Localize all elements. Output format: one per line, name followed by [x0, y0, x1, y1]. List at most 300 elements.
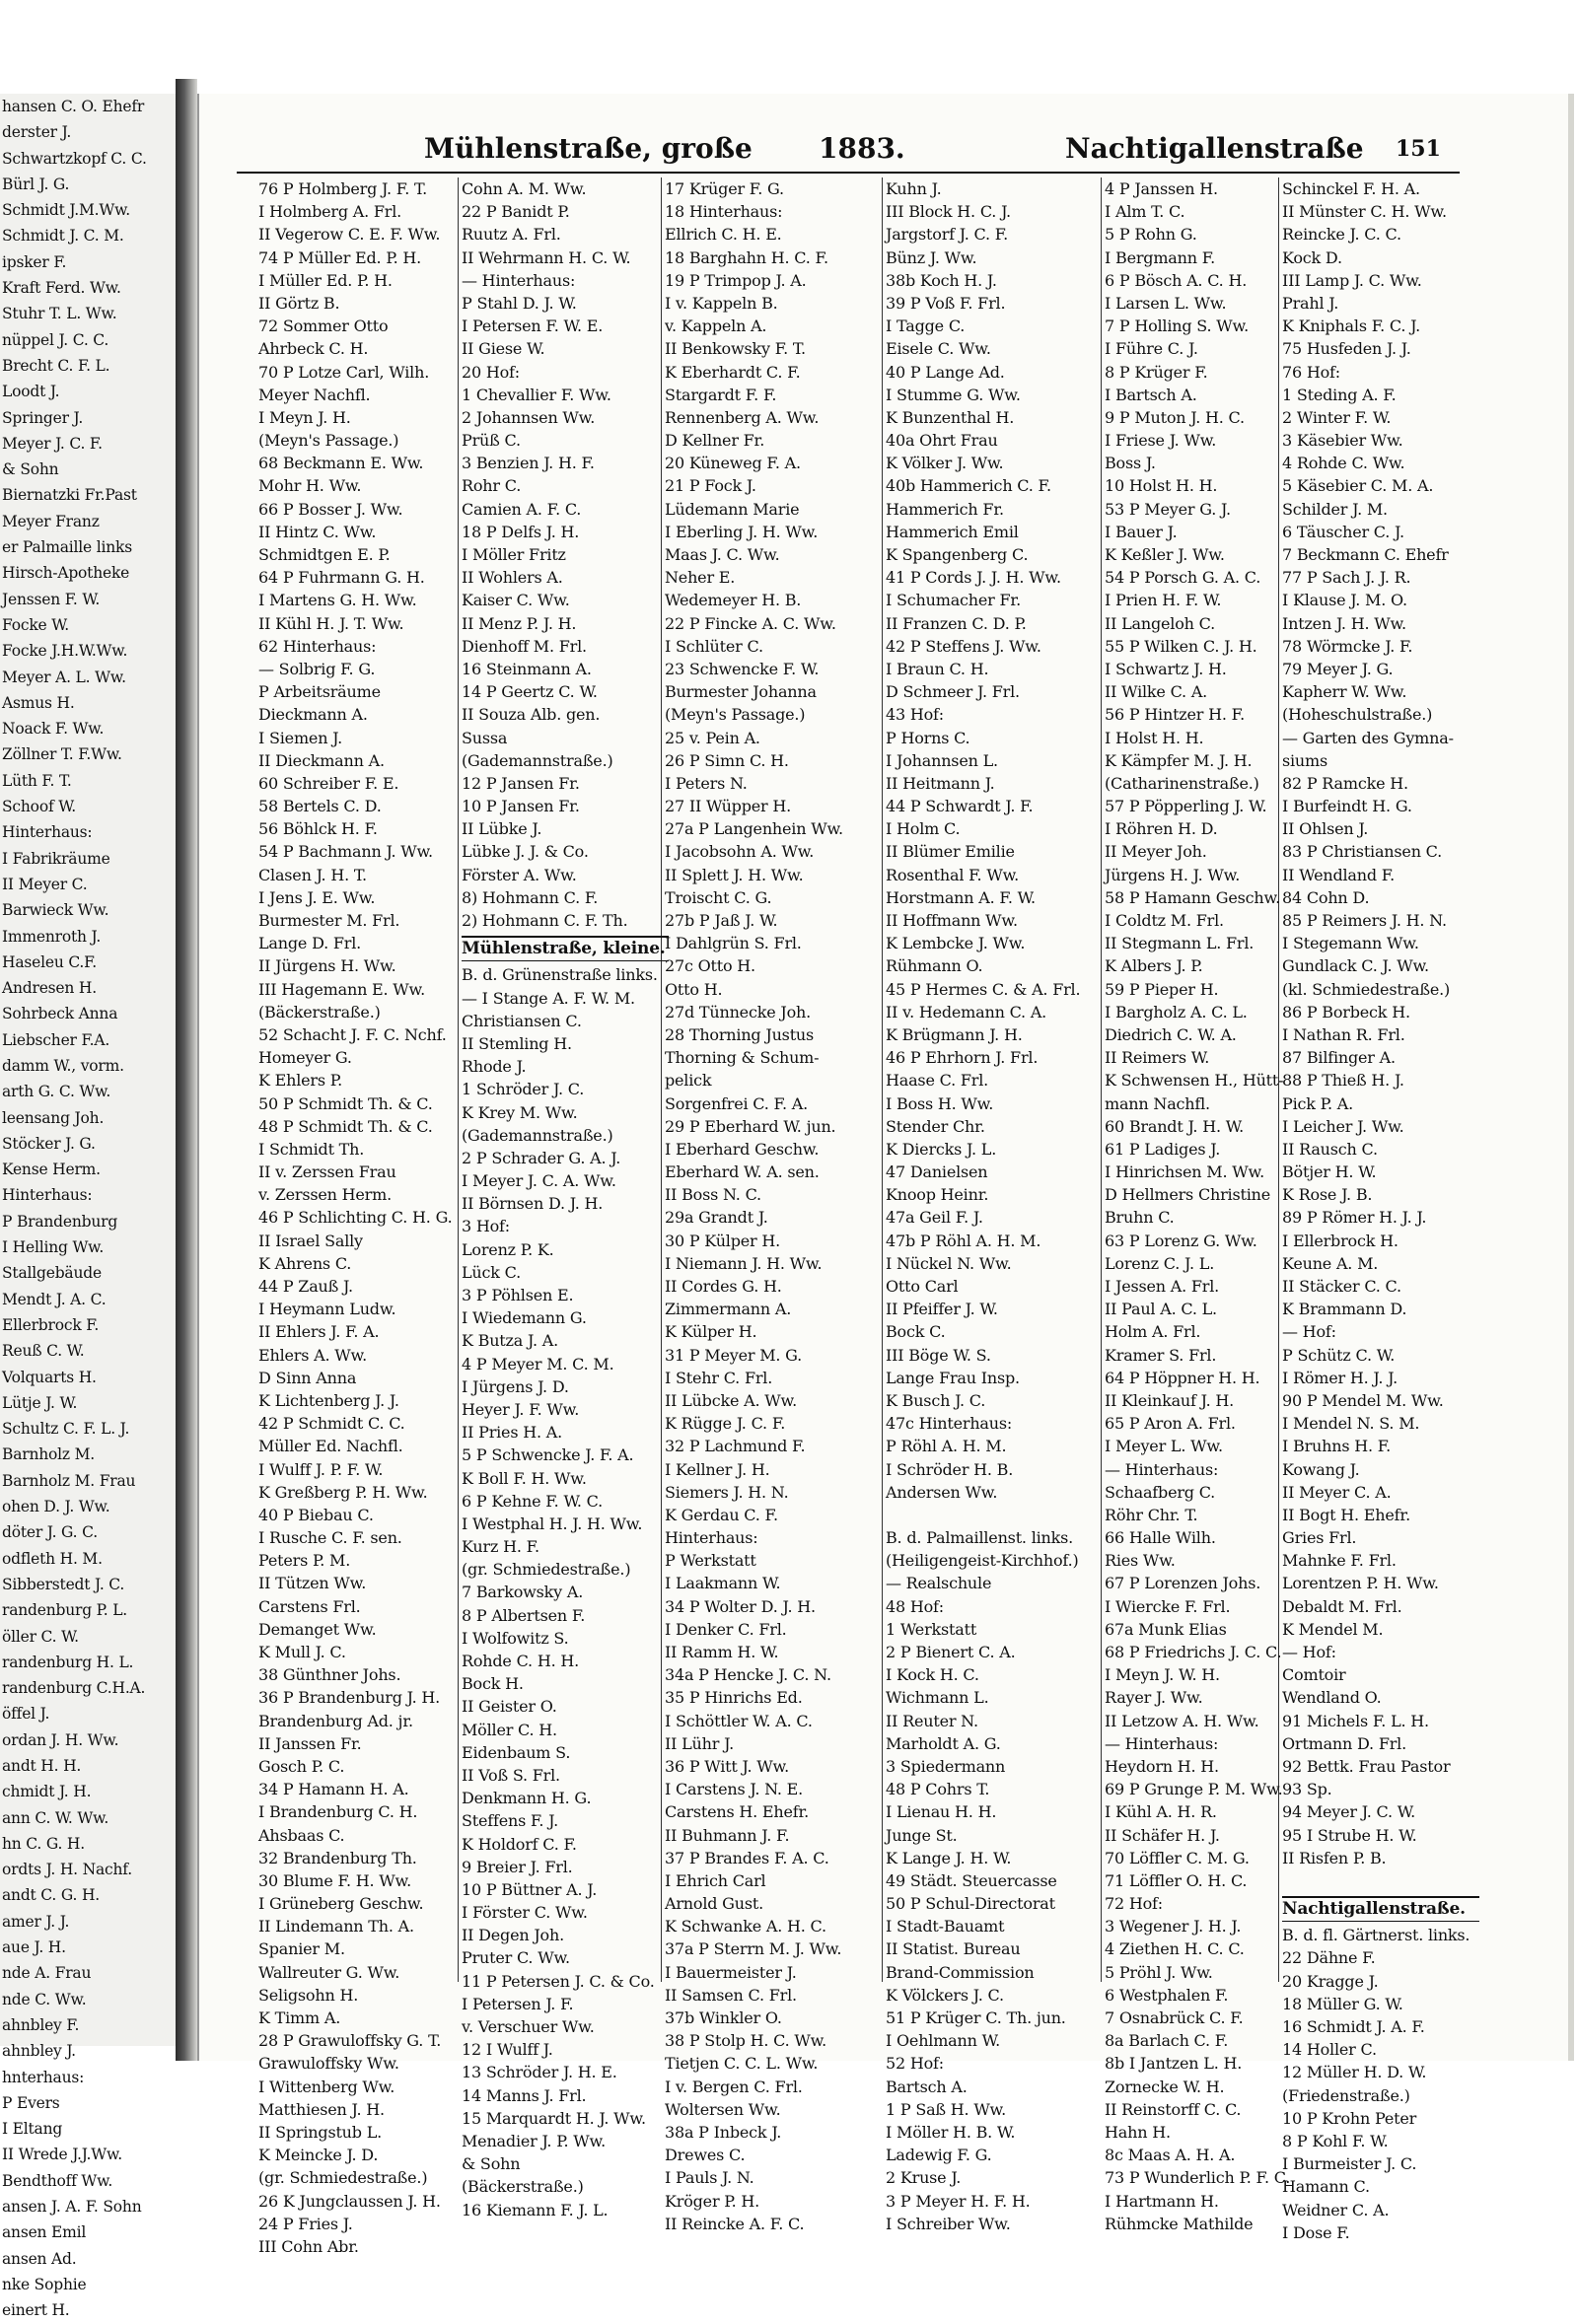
directory-entry: 7 Beckmann C. Ehefr	[1282, 545, 1449, 564]
left-page-line: Bürl J. G.	[2, 175, 70, 193]
directory-entry: I Jessen A. Frl.	[1105, 1277, 1220, 1296]
left-page-line: Brecht C. F. L.	[2, 356, 110, 375]
directory-entry: Kapherr W. Ww.	[1282, 682, 1407, 702]
directory-entry: — I Stange A. F. W. M.	[462, 988, 635, 1008]
directory-entry: 5 P Schwencke J. F. A.	[462, 1445, 634, 1465]
directory-entry: II Voß S. Frl.	[462, 1765, 560, 1785]
left-page-line: Schmidt J. C. M.	[2, 227, 124, 246]
directory-entry: 4 P Janssen H.	[1105, 179, 1218, 198]
directory-entry: I Laakmann W.	[665, 1574, 781, 1593]
directory-entry: 2 Johannsen Ww.	[462, 407, 596, 427]
directory-entry: 9 Breier J. Frl.	[462, 1857, 573, 1876]
directory-entry: Zimmermann A.	[665, 1300, 792, 1319]
directory-entry: Ladewig F. G.	[886, 2146, 992, 2165]
directory-entry: K Keßler J. Ww.	[1105, 545, 1225, 564]
directory-entry: v. Kappeln A.	[665, 317, 767, 336]
directory-entry: I Martens G. H. Ww.	[258, 591, 417, 610]
left-page-line: Mendt J. A. C.	[2, 1290, 107, 1308]
left-page-line: nüppel J. C. C.	[2, 330, 109, 349]
directory-entry: II Tützen Ww.	[258, 1574, 367, 1593]
directory-entry: 93 Sp.	[1282, 1780, 1332, 1799]
directory-entry: 83 P Christiansen C.	[1282, 842, 1443, 862]
directory-entry: II Geister O.	[462, 1697, 557, 1717]
directory-entry: 42 P Schmidt C. C.	[258, 1414, 405, 1434]
directory-entry: K Bunzenthal H.	[886, 407, 1015, 427]
directory-entry: Heyer J. F. Ww.	[462, 1399, 580, 1419]
directory-entry: 3 P Pöhlsen E.	[462, 1286, 574, 1304]
directory-entry: II v. Hedemann C. A.	[886, 1002, 1047, 1021]
directory-entry: Kock D.	[1282, 247, 1342, 267]
directory-entry: I Wiedemann G.	[462, 1308, 587, 1328]
directory-entry: Rhode J.	[462, 1057, 527, 1077]
left-page-line: damm W., vorm.	[2, 1056, 124, 1075]
left-page-line: nde C. Ww.	[2, 1990, 87, 2008]
left-page-line: Stöcker J. G.	[2, 1134, 96, 1153]
left-page-line: Stuhr T. L. Ww.	[2, 305, 117, 323]
directory-entry: II Görtz B.	[258, 293, 340, 313]
directory-entry: 52 Schacht J. F. C. Nchf.	[258, 1024, 447, 1044]
directory-entry: 78 Wörmcke J. F.	[1282, 636, 1413, 656]
directory-entry: 57 P Pöpperling J. W.	[1105, 797, 1267, 816]
directory-entry: K Schwanke A. H. C.	[665, 1917, 826, 1937]
directory-entry: 19 P Trimpop J. A.	[665, 270, 807, 290]
left-page-line: Kense Herm.	[2, 1161, 101, 1179]
directory-column-1	[258, 177, 456, 2258]
directory-entry: Rosenthal F. Ww.	[886, 865, 1020, 884]
left-page-line: ann C. W. Ww.	[2, 1808, 109, 1827]
directory-entry: I v. Bergen C. Frl.	[665, 2077, 803, 2096]
left-page-line: arth G. C. Ww.	[2, 1083, 111, 1101]
directory-entry: Grawuloffsky Ww.	[258, 2054, 399, 2074]
directory-entry: 64 P Fuhrmann G. H.	[258, 568, 425, 588]
directory-entry: 88 P Thieß H. J.	[1282, 1071, 1404, 1091]
column-divider	[458, 177, 459, 1982]
directory-entry: I Alm T. C.	[1105, 202, 1185, 222]
directory-entry: P Horns C.	[886, 728, 970, 747]
directory-entry: 14 Manns J. Frl.	[462, 2085, 587, 2105]
directory-entry: 11 P Petersen J. C. & Co.	[462, 1971, 655, 1991]
left-page-fragment	[0, 94, 179, 2320]
directory-entry: 3 Spiedermann	[886, 1756, 1006, 1776]
directory-entry: Schinckel F. H. A.	[1282, 179, 1420, 198]
left-page-line: nde A. Frau	[2, 1964, 92, 1983]
directory-entry: I Leicher J. Ww.	[1282, 1116, 1404, 1136]
directory-entry: 25 v. Pein A.	[665, 728, 760, 747]
directory-entry: 5 Pröhl J. Ww.	[1105, 1962, 1213, 1982]
left-page-line: Hinterhaus:	[2, 1186, 93, 1205]
directory-entry: Thorning & Schum-	[665, 1048, 820, 1068]
directory-entry: 64 P Höppner H. H.	[1105, 1368, 1260, 1387]
directory-entry: D Sinn Anna	[258, 1368, 357, 1387]
directory-entry: K Eberhardt C. F.	[665, 362, 801, 382]
left-page-line: amer J. J.	[2, 1912, 70, 1931]
directory-entry: 22 Dähne F.	[1282, 1948, 1376, 1968]
directory-entry: I Nückel N. Ww.	[886, 1253, 1012, 1273]
directory-entry: v. Zerssen Herm.	[258, 1185, 392, 1205]
directory-entry: 29 P Eberhard W. jun.	[665, 1116, 836, 1136]
directory-entry: K Mendel M.	[1282, 1619, 1384, 1639]
directory-entry: II Meyer C. A.	[1282, 1482, 1392, 1502]
directory-entry: 13 Schröder J. H. E.	[462, 2063, 617, 2082]
left-page-line: Barnholz M. Frau	[2, 1471, 136, 1490]
directory-entry: 48 P Schmidt Th. & C.	[258, 1116, 433, 1136]
page-header	[237, 128, 1460, 174]
directory-entry: 1 Werkstatt	[886, 1619, 977, 1639]
directory-entry: Lück C.	[462, 1262, 522, 1282]
directory-entry: Andersen Ww.	[886, 1482, 998, 1502]
directory-entry: II Dieckmann A.	[258, 750, 385, 770]
directory-entry: II Kleinkauf J. H.	[1105, 1390, 1235, 1410]
directory-entry: 51 P Krüger C. Th. jun.	[886, 2008, 1066, 2027]
left-page-line: Meyer J. C. F.	[2, 434, 103, 453]
directory-entry: 26 K Jungclaussen J. H.	[258, 2191, 441, 2211]
directory-entry: 76 Hof:	[1282, 362, 1340, 382]
directory-entry: 38 Günthner Johs.	[258, 1665, 401, 1685]
directory-entry: 63 P Lorenz G. Ww.	[1105, 1231, 1257, 1250]
directory-entry: 3 Wegener J. H. J.	[1105, 1917, 1242, 1937]
directory-entry: v. Verschuer Ww.	[462, 2017, 595, 2036]
directory-entry: B. d. Palmaillenst. links.	[886, 1528, 1074, 1548]
directory-entry: II Janssen Fr.	[258, 1733, 362, 1753]
directory-entry: I Lienau H. H.	[886, 1802, 997, 1822]
left-page-line: öffel J.	[2, 1705, 50, 1724]
directory-entry: Heydorn H. H.	[1105, 1756, 1219, 1776]
directory-column-5	[1105, 177, 1291, 2235]
directory-entry: K Holdorf C. F.	[462, 1834, 577, 1854]
directory-entry: 60 Schreiber F. E.	[258, 773, 399, 793]
directory-entry: Brand-Commission	[886, 1962, 1035, 1982]
directory-entry: P Schütz C. W.	[1282, 1345, 1396, 1365]
directory-entry: 18 Hinterhaus:	[665, 202, 783, 222]
directory-entry: I Klause J. M. O.	[1282, 591, 1407, 610]
directory-entry: I Meyer J. C. A. Ww.	[462, 1171, 616, 1191]
directory-entry: (kl. Schmiedestraße.)	[1282, 979, 1451, 999]
directory-entry: Menadier J. P. Ww.	[462, 2131, 607, 2150]
directory-entry: 89 P Römer H. J. J.	[1282, 1208, 1427, 1228]
directory-column-4	[886, 177, 1099, 2235]
left-page-line: Jenssen F. W.	[2, 590, 101, 608]
directory-entry: I Rusche C. F. sen.	[258, 1528, 402, 1548]
directory-entry: 73 P Wunderlich P. F. C.	[1105, 2168, 1291, 2188]
directory-entry: 34 P Wolter D. J. H.	[665, 1596, 816, 1616]
directory-entry: K Brammann D.	[1282, 1300, 1407, 1319]
directory-entry: Bock H.	[462, 1674, 524, 1694]
left-page-line: Sibberstedt J. C.	[2, 1575, 125, 1593]
directory-entry: 77 P Sach J. J. R.	[1282, 568, 1411, 588]
left-page-line: derster J.	[2, 123, 72, 142]
directory-entry	[886, 1504, 1099, 1526]
directory-entry: II Pries H. A.	[462, 1423, 562, 1443]
directory-entry: I Eberling J. H. Ww.	[665, 522, 819, 541]
directory-entry: B. d. Grünenstraße links.	[462, 965, 658, 985]
directory-entry: Dienhoff M. Frl.	[462, 636, 587, 656]
directory-entry: III Hagemann E. Ww.	[258, 979, 426, 999]
directory-entry: 8 P Krüger F.	[1105, 362, 1208, 382]
left-page-line: Liebscher F.A.	[2, 1030, 110, 1049]
left-page-line: I Fabrikräume	[2, 849, 110, 868]
directory-entry: 7 P Holling S. Ww.	[1105, 317, 1249, 336]
directory-entry: 53 P Meyer G. J.	[1105, 499, 1231, 519]
directory-entry: II Lühr J.	[665, 1733, 734, 1753]
directory-entry: I Stegemann Ww.	[1282, 934, 1419, 953]
left-page-line: II Meyer C.	[2, 875, 88, 893]
directory-entry: 1 Chevallier F. Ww.	[462, 385, 611, 404]
left-page-line: odfleth H. M.	[2, 1549, 103, 1568]
directory-entry: I Schmidt Th.	[258, 1139, 365, 1159]
directory-entry: Spanier M.	[258, 1939, 345, 1959]
directory-entry: K Kämpfer M. J. H.	[1105, 750, 1253, 770]
directory-entry: — Hinterhaus:	[1105, 1733, 1219, 1753]
directory-entry: I Bauer J.	[1105, 522, 1178, 541]
directory-entry: Knoop Heinr.	[886, 1185, 989, 1205]
directory-entry: K Lange J. H. W.	[886, 1848, 1012, 1867]
directory-entry: K Diercks J. L.	[886, 1139, 997, 1159]
directory-entry: Meyer Nachfl.	[258, 385, 371, 404]
directory-entry: 92 Bettk. Frau Pastor	[1282, 1756, 1451, 1776]
directory-entry: I v. Kappeln B.	[665, 293, 778, 313]
directory-entry: D Kellner Fr.	[665, 431, 765, 451]
left-page-line: & Sohn	[2, 460, 59, 479]
directory-entry: I Ellerbrock H.	[1282, 1231, 1399, 1250]
directory-entry: 16 Steinmann A.	[462, 659, 592, 678]
directory-entry: 45 P Hermes C. & A. Frl.	[886, 979, 1081, 999]
directory-entry: K Lembcke J. Ww.	[886, 934, 1026, 953]
directory-entry: 42 P Steffens J. Ww.	[886, 636, 1041, 656]
left-page-line: Reuß C. W.	[2, 1342, 85, 1361]
directory-entry: 14 P Geertz C. W.	[462, 682, 598, 702]
left-page-line: Andresen H.	[2, 979, 97, 998]
directory-entry: Drewes C.	[665, 2146, 746, 2165]
street-section-heading: Mühlenstraße, kleine.	[462, 936, 669, 961]
left-page-line: Lüth F. T.	[2, 771, 72, 790]
left-page-line: Biernatzki Fr.Past	[2, 486, 137, 505]
directory-entry: Bruhn C.	[1105, 1208, 1175, 1228]
left-page-line: Meyer A. L. Ww.	[2, 668, 126, 686]
directory-entry: 32 Brandenburg Th.	[258, 1848, 417, 1867]
directory-entry: 32 P Lachmund F.	[665, 1437, 806, 1456]
directory-entry: II Jürgens H. Ww.	[258, 956, 396, 976]
directory-entry: Rühmann O.	[886, 956, 983, 976]
left-page-line: Focke J.H.W.Ww.	[2, 642, 128, 661]
directory-entry: 82 P Ramcke H.	[1282, 773, 1408, 793]
directory-entry: Lorentzen P. H. Ww.	[1282, 1574, 1439, 1593]
directory-entry: 27b P Jaß J. W.	[665, 911, 778, 930]
directory-entry: 3 Benzien J. H. F.	[462, 454, 595, 473]
directory-entry: Peters P. M.	[258, 1551, 351, 1571]
directory-entry: 84 Cohn D.	[1282, 887, 1370, 907]
directory-entry: 20 Kragge J.	[1282, 1971, 1379, 1991]
directory-entry: 1 Steding A. F.	[1282, 385, 1397, 404]
directory-entry: 79 Meyer J. G.	[1282, 659, 1394, 678]
directory-entry: 68 P Friedrichs J. C. C.	[1105, 1643, 1282, 1661]
directory-entry: (Meyn's Passage.)	[665, 705, 806, 725]
directory-entry: Tietjen C. C. L. Ww.	[665, 2054, 819, 2074]
directory-entry: II Reincke A. F. C.	[665, 2214, 805, 2233]
left-page-line: Zöllner T. F.Ww.	[2, 745, 122, 764]
left-page-line: nke Sophie	[2, 2275, 87, 2293]
left-page-line: Barnholz M.	[2, 1445, 95, 1464]
directory-entry: Ehlers A. Ww.	[258, 1345, 367, 1365]
left-page-line: ahnbley J.	[2, 2042, 76, 2061]
directory-entry: 20 Hof:	[462, 362, 520, 382]
directory-entry: I Westphal H. J. H. Ww.	[462, 1514, 643, 1533]
directory-column-3	[665, 177, 880, 2235]
directory-entry: I Brandenburg C. H.	[258, 1802, 418, 1822]
directory-entry: I Mendel N. S. M.	[1282, 1414, 1420, 1434]
directory-entry: II Reimers W.	[1105, 1048, 1210, 1068]
directory-entry: 47b P Röhl A. H. M.	[886, 1231, 1041, 1250]
directory-entry: I Coldtz M. Frl.	[1105, 911, 1224, 930]
directory-entry: Woltersen Ww.	[665, 2099, 781, 2119]
directory-entry: P Röhl A. H. M.	[886, 1437, 1007, 1456]
directory-entry: pelick	[665, 1071, 712, 1091]
directory-entry: Eisele C. Ww.	[886, 339, 991, 359]
directory-entry: mann Nachfl.	[1105, 1093, 1210, 1113]
directory-entry: Boss J.	[1105, 454, 1156, 473]
left-page-line: Hirsch-Apotheke	[2, 564, 130, 583]
directory-entry: 8 P Albertsen F.	[462, 1605, 586, 1625]
directory-entry: I Wolfowitz S.	[462, 1628, 569, 1648]
directory-entry: II Degen Joh.	[462, 1926, 564, 1945]
left-page-line: randenburg P. L.	[2, 1601, 128, 1620]
directory-entry: I Petersen J. F.	[462, 1994, 574, 2013]
left-page-line: P Evers	[2, 2093, 60, 2112]
directory-entry: I Petersen F. W. E.	[462, 317, 604, 336]
directory-entry: 50 P Schmidt Th. & C.	[258, 1093, 433, 1113]
directory-entry: II Münster C. H. Ww.	[1282, 202, 1447, 222]
directory-entry: siums	[1282, 750, 1328, 770]
directory-entry: 48 P Cohrs T.	[886, 1780, 990, 1799]
directory-entry: (Gademannstraße.)	[462, 750, 613, 770]
directory-entry: Reincke J. C. C.	[1282, 225, 1401, 245]
directory-entry: I Förster C. Ww.	[462, 1903, 588, 1923]
column-divider	[882, 177, 883, 1982]
directory-entry: I Wulff J. P. F. W.	[258, 1459, 384, 1479]
directory-entry: Ruutz A. Frl.	[462, 225, 561, 245]
left-page-line: I Eltang	[2, 2120, 63, 2139]
directory-entry: 10 P Jansen Fr.	[462, 797, 580, 816]
directory-entry: 8a Barlach C. F.	[1105, 2031, 1229, 2051]
directory-entry: Schaafberg C.	[1105, 1482, 1216, 1502]
directory-entry: Hinterhaus:	[665, 1528, 758, 1548]
directory-entry: Camien A. F. C.	[462, 499, 582, 519]
directory-entry: 28 P Grawuloffsky G. T.	[258, 2031, 442, 2051]
directory-entry: 48 Hof:	[886, 1596, 944, 1616]
directory-entry: 14 Holler C.	[1282, 2040, 1377, 2060]
directory-entry: K Boll F. H. Ww.	[462, 1468, 587, 1488]
directory-entry: I Stumme G. Ww.	[886, 385, 1021, 404]
directory-entry: Carstens Frl.	[258, 1596, 361, 1616]
directory-entry: 10 P Büttner A. J.	[462, 1879, 598, 1899]
directory-entry: Schmidtgen E. P.	[258, 545, 391, 564]
left-page-line: Focke W.	[2, 615, 69, 634]
directory-entry: (Bäckerstraße.)	[462, 2177, 584, 2197]
directory-entry: II Kühl H. J. T. Ww.	[258, 613, 404, 633]
left-page-line: Barwieck Ww.	[2, 901, 109, 920]
directory-entry: I Schwartz J. H.	[1105, 659, 1227, 678]
directory-entry: II Springstub L.	[258, 2122, 383, 2142]
directory-entry: II Heitmann J.	[886, 773, 995, 793]
directory-entry: 72 Sommer Otto	[258, 317, 389, 336]
directory-entry: 47a Geil F. J.	[886, 1208, 983, 1228]
directory-entry: 15 Marquardt H. J. Ww.	[462, 2108, 646, 2128]
directory-entry: Mahnke F. Frl.	[1282, 1551, 1397, 1571]
directory-entry: I Carstens J. N. E.	[665, 1780, 804, 1799]
directory-entry: 55 P Wilken C. J. H.	[1105, 636, 1257, 656]
directory-entry: 70 Löffler C. M. G.	[1105, 1848, 1250, 1867]
left-page-line: andt H. H.	[2, 1757, 82, 1775]
left-page-line: döter J. G. C.	[2, 1523, 98, 1542]
directory-entry: Burmester M. Frl.	[258, 911, 400, 930]
directory-entry: Otto H.	[665, 979, 723, 999]
directory-entry: Kuhn J.	[886, 179, 942, 198]
directory-entry: 39 P Voß F. Frl.	[886, 293, 1006, 313]
directory-entry: Burmester Johanna	[665, 682, 817, 702]
directory-entry: Kröger P. H.	[665, 2191, 760, 2211]
header-street-left: Mühlenstraße, große	[424, 132, 753, 165]
directory-entry: 90 P Mendel M. Ww.	[1282, 1390, 1444, 1410]
left-page-line: Schoof W.	[2, 798, 76, 816]
directory-entry: Holm A. Frl.	[1105, 1322, 1201, 1342]
directory-entry: Schilder J. M.	[1282, 499, 1388, 519]
directory-entry: Sorgenfrei C. F. A.	[665, 1093, 808, 1113]
directory-entry: Weidner C. A.	[1282, 2200, 1390, 2219]
directory-entry: Eberhard W. A. sen.	[665, 1162, 820, 1182]
directory-entry: II Lübcke A. Ww.	[665, 1390, 797, 1410]
directory-entry: II Giese W.	[462, 339, 545, 359]
directory-entry: II Ramm H. W.	[665, 1643, 779, 1661]
directory-entry: I Kock H. C.	[886, 1665, 979, 1685]
directory-entry: II Benkowsky F. T.	[665, 339, 806, 359]
directory-entry: I Möller Fritz	[462, 545, 566, 564]
left-page-line: Kraft Ferd. Ww.	[2, 279, 121, 298]
directory-entry: I Holm C.	[886, 819, 961, 839]
directory-entry: I Bauermeister J.	[665, 1962, 797, 1982]
directory-entry: II Samsen C. Frl.	[665, 1985, 797, 2005]
directory-entry: Möller C. H.	[462, 1720, 557, 1739]
directory-entry: Steffens F. J.	[462, 1811, 559, 1831]
directory-entry: II Wilke C. A.	[1105, 682, 1208, 702]
directory-entry: Stargardt F. F.	[665, 385, 777, 404]
directory-entry: 18 Barghahn H. C. F.	[665, 247, 828, 267]
directory-entry: 40 P Biebau C.	[258, 1505, 374, 1524]
directory-entry: I Oehlmann W.	[886, 2031, 1000, 2051]
directory-entry: II Cordes G. H.	[665, 1277, 782, 1296]
directory-entry: Dieckmann A.	[258, 705, 368, 725]
directory-entry: Mohr H. Ww.	[258, 476, 362, 496]
directory-entry: 4 Ziethen H. C. C.	[1105, 1939, 1245, 1959]
directory-entry: II Bogt H. Ehefr.	[1282, 1505, 1410, 1524]
directory-entry: K Rügge J. C. F.	[665, 1414, 786, 1434]
directory-entry: I Stadt-Bauamt	[886, 1917, 1005, 1937]
directory-entry: 2 Winter F. W.	[1282, 407, 1392, 427]
directory-entry: Debaldt M. Frl.	[1282, 1596, 1402, 1616]
directory-entry: II Letzow A. H. Ww.	[1105, 1711, 1259, 1730]
directory-entry: Siemers J. H. N.	[665, 1482, 789, 1502]
directory-entry: II Reuter N.	[886, 1711, 978, 1730]
directory-entry: 46 P Ehrhorn J. Frl.	[886, 1048, 1039, 1068]
directory-entry: II Börnsen D. J. H.	[462, 1194, 604, 1214]
directory-entry: II Blümer Emilie	[886, 842, 1015, 862]
directory-entry: I Wiercke F. Frl.	[1105, 1596, 1231, 1616]
header-street-right: Nachtigallenstraße	[1065, 132, 1364, 165]
left-page-line: Meyer Franz	[2, 512, 100, 530]
directory-entry: 10 P Krohn Peter	[1282, 2108, 1417, 2128]
left-page-line: Volquarts H.	[2, 1368, 97, 1386]
directory-entry: Ellrich C. H. E.	[665, 225, 782, 245]
directory-entry: Lorenz P. K.	[462, 1239, 554, 1259]
directory-entry: I Burfeindt H. G.	[1282, 797, 1412, 816]
